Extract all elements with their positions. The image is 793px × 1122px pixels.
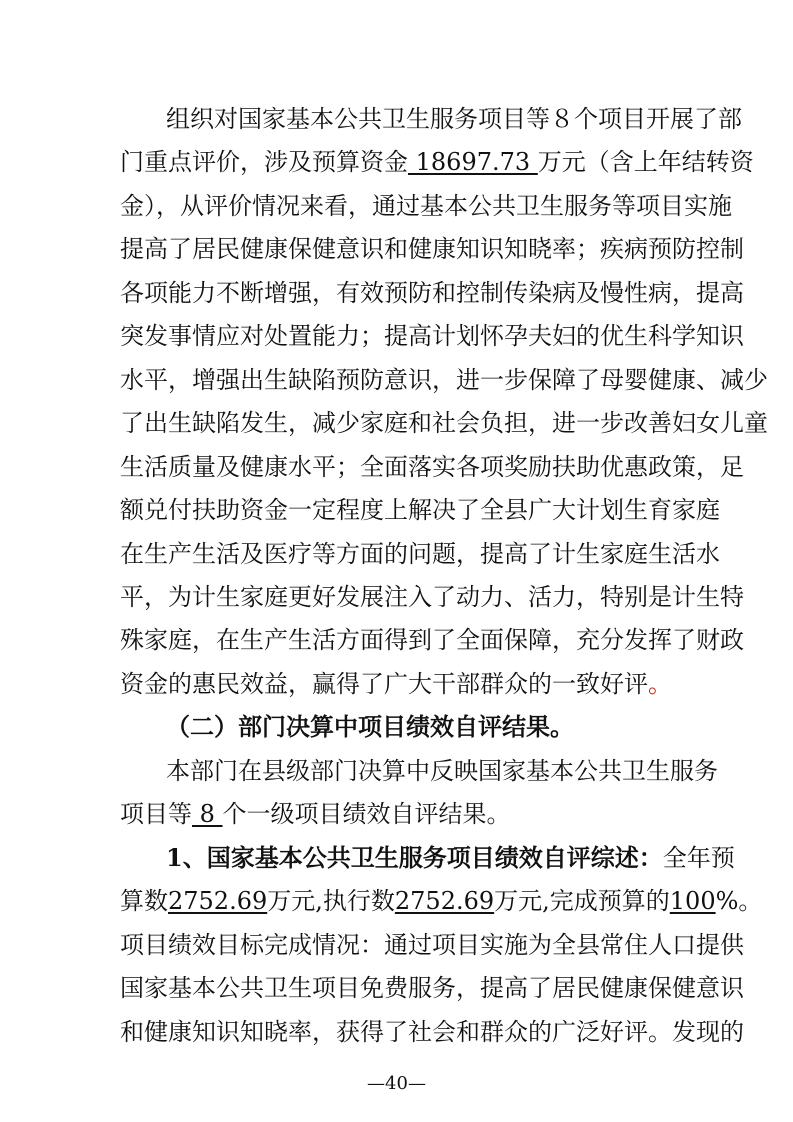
para1-line-3: 金），从评价情况来看，通过基本公共卫生服务等项目实施 [120, 192, 732, 220]
budget-amount: 18697.73 [408, 148, 538, 176]
text-span: 门重点评价，涉及预算资金 [120, 148, 408, 176]
completion-percent: 100 [669, 887, 716, 915]
para1-line-10: 额兑付扶助资金一定程度上解决了全县广大计划生育家庭 [120, 496, 720, 524]
red-period: 。 [648, 670, 672, 698]
budget-value: 2752.69 [168, 887, 268, 915]
para1-line-1: 组织对国家基本公共卫生服务项目等８个项目开展了部 [166, 105, 742, 133]
section-heading: （二）部门决算中项目绩效自评结果。 [166, 712, 574, 741]
text-span: 项目等 [120, 800, 192, 828]
page-number: —40— [367, 1073, 426, 1094]
text-span: 万元（含上年结转资 [537, 148, 754, 176]
text-span: 全年预 [662, 844, 735, 872]
para2-line-1: 本部门在县级部门决算中反映国家基本公共卫生服务 [166, 757, 718, 785]
para1-line-6: 突发事情应对处置能力；提高计划怀孕夫妇的优生科学知识 [120, 322, 744, 350]
text-span: 万元,完成预算的 [494, 887, 670, 915]
para1-line-12: 平，为计生家庭更好发展注入了动力、活力，特别是计生特 [120, 583, 744, 611]
para1-line-5: 各项能力不断增强，有效预防和控制传染病及慢性病，提高 [120, 279, 744, 307]
item1-heading: 1、国家基本公共卫生服务项目绩效自评综述： [166, 843, 663, 872]
para1-line-13: 殊家庭，在生产生活方面得到了全面保障，充分发挥了财政 [120, 626, 744, 654]
item1-line-4: 国家基本公共卫生项目免费服务，提高了居民健康保健意识 [120, 974, 744, 1002]
para2-line-2 [120, 797, 680, 831]
para1-line-8: 了出生缺陷发生，减少家庭和社会负担，进一步改善妇女儿童 [120, 409, 768, 437]
item1-line-1 [166, 841, 735, 875]
para1-line-7: 水平，增强出生缺陷预防意识，进一步保障了母婴健康、减少 [120, 366, 768, 394]
para1-line-4: 提高了居民健康保健意识和健康知识知晓率；疾病预防控制 [120, 235, 744, 263]
para1-line-9: 生活质量及健康水平；全面落实各项奖励扶助优惠政策，足 [120, 453, 744, 481]
para1-line-2 [120, 145, 754, 179]
item1-line-2 [120, 884, 763, 918]
para1-line-11: 在生产生活及医疗等方面的问题，提高了计生家庭生活水 [120, 540, 720, 568]
executed-value: 2752.69 [394, 887, 495, 915]
text-span: %。 [715, 887, 763, 915]
text-span: 万元,执行数 [267, 887, 395, 915]
para1-line-14 [120, 667, 680, 701]
text-span: 资金的惠民效益，赢得了广大干部群众的一致好评 [120, 670, 648, 698]
text-span: 算数 [120, 887, 168, 915]
item1-line-5: 和健康知识知晓率，获得了社会和群众的广泛好评。发现的 [120, 1018, 744, 1046]
project-count: 8 [192, 800, 223, 828]
text-span: 个一级项目绩效自评结果。 [222, 800, 511, 828]
item1-line-3: 项目绩效目标完成情况：通过项目实施为全县常住人口提供 [120, 931, 744, 959]
